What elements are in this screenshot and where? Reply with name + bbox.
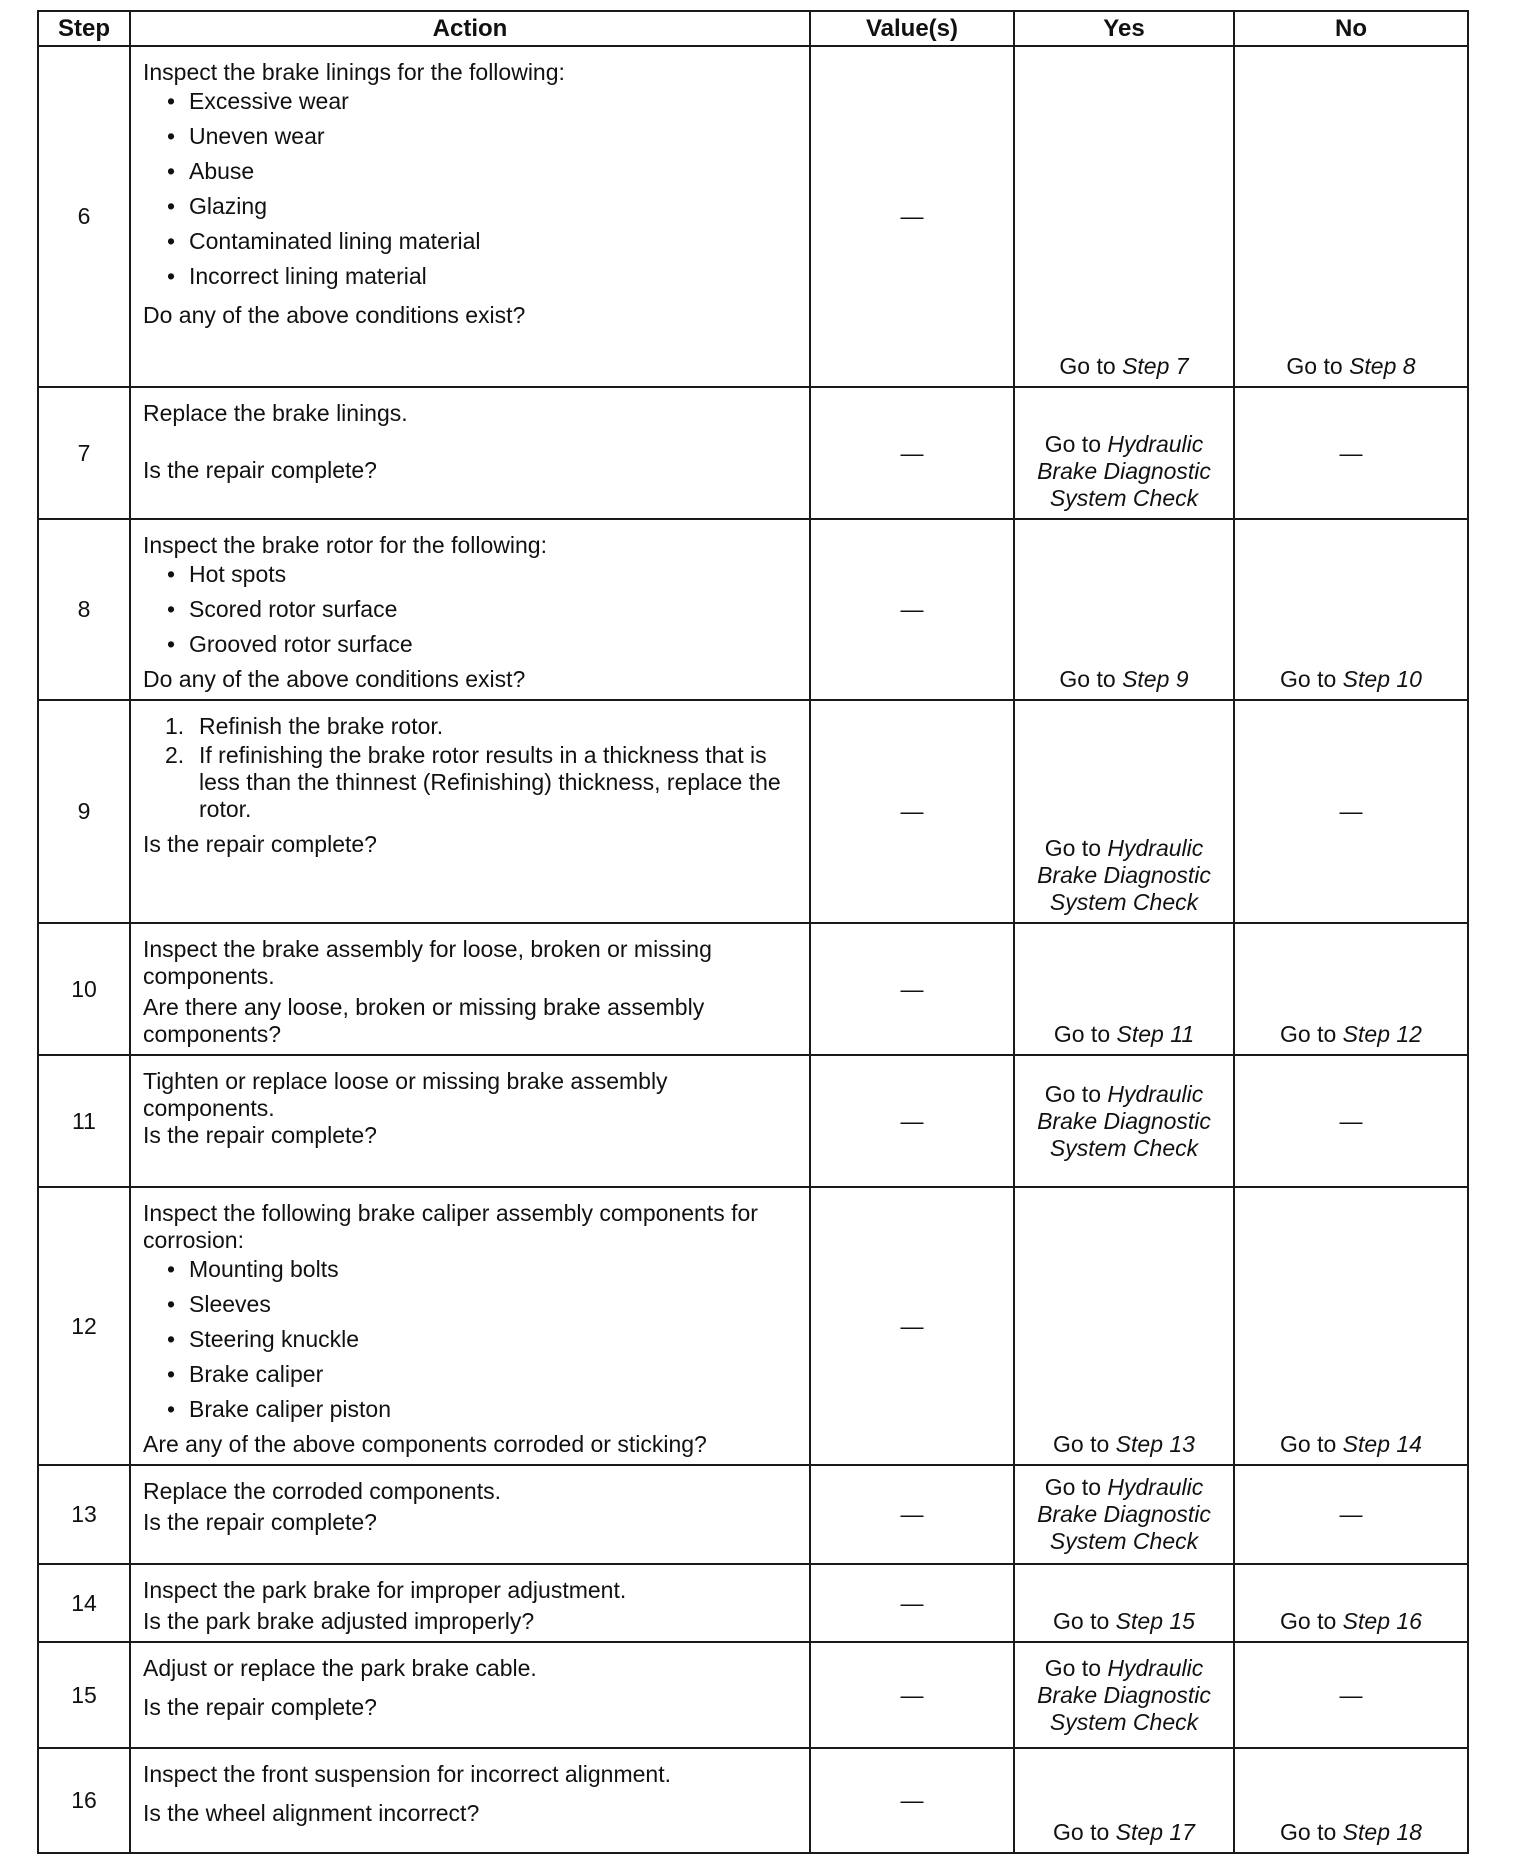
no-cell (1234, 46, 1468, 387)
no-step-ref: 10 (1396, 666, 1422, 692)
action-question: Is the repair complete? (143, 1509, 377, 1535)
header-yes: Yes (1014, 11, 1234, 46)
list-item: • Mounting bolts (167, 1256, 799, 1283)
no-cell (1234, 1564, 1468, 1642)
step-word: Step (1349, 353, 1397, 379)
no-cell: — (1234, 1055, 1468, 1187)
header-row (38, 11, 1468, 46)
list-item: • Scored rotor surface (167, 596, 799, 623)
step-word: Step (1115, 1608, 1163, 1634)
goto-text: Go to (1053, 1431, 1110, 1457)
list-item: • Glazing (167, 193, 799, 220)
step-word: Step (1342, 666, 1390, 692)
hydraulic-link-l3: System Check (1049, 1528, 1199, 1554)
value-cell: — (810, 1055, 1014, 1187)
step-number: 13 (38, 1465, 130, 1564)
action-text: Replace the corroded components. (143, 1478, 501, 1504)
table-row (38, 1748, 1468, 1853)
numbered-list (143, 713, 799, 823)
hydraulic-link-l2: Brake Diagnostic (1037, 1107, 1211, 1134)
table-row (38, 1465, 1468, 1564)
action-cell (130, 387, 810, 519)
value-cell: — (810, 1748, 1014, 1853)
yes-step-ref: 11 (1170, 1021, 1195, 1047)
no-step-ref: 14 (1396, 1431, 1422, 1457)
header-action: Action (130, 11, 810, 46)
no-step-ref: 8 (1402, 353, 1416, 379)
value-cell: — (810, 700, 1014, 923)
yes-cell (1014, 1748, 1234, 1853)
step-number: 15 (38, 1642, 130, 1748)
yes-cell (1014, 519, 1234, 700)
table-row (38, 1564, 1468, 1642)
yes-cell (1014, 1642, 1234, 1748)
hydraulic-link-l3: System Check (1049, 485, 1199, 511)
goto-text: Go to (1053, 1819, 1110, 1845)
header-values: Value(s) (810, 11, 1014, 46)
action-cell (130, 1642, 810, 1748)
list-item: • Sleeves (167, 1291, 799, 1318)
no-cell (1234, 1187, 1468, 1465)
no-step-ref: 16 (1396, 1608, 1422, 1634)
action-text: Adjust or replace the park brake cable. (143, 1655, 537, 1681)
action-intro: Inspect the following brake caliper assembly components for corrosion: (143, 1200, 758, 1253)
step-number: 9 (38, 700, 130, 923)
value-cell: — (810, 1465, 1014, 1564)
table-row (38, 700, 1468, 923)
table-row (38, 1642, 1468, 1748)
goto-text: Go to (1053, 1608, 1110, 1634)
step-number: 14 (38, 1564, 130, 1642)
hydraulic-link-l2: Brake Diagnostic (1037, 1501, 1211, 1527)
item-text: If refinishing the brake rotor results in a thickness that is less than the thinnest (Refinishing) thickness, replace the rotor. (199, 742, 781, 822)
action-cell (130, 1748, 810, 1853)
hydraulic-link-l3: System Check (1049, 889, 1199, 915)
action-text: Inspect the brake assembly for loose, broken or missing components. (143, 936, 712, 989)
condition-list (143, 561, 799, 658)
list-item: • Steering knuckle (167, 1326, 799, 1353)
yes-cell (1014, 700, 1234, 923)
no-cell: — (1234, 1642, 1468, 1748)
action-text: Inspect the front suspension for incorrect alignment. (143, 1761, 672, 1787)
goto-text: Go to (1280, 1819, 1337, 1845)
action-cell (130, 1564, 810, 1642)
action-question: Is the repair complete? (143, 1694, 377, 1720)
goto-text: Go to (1044, 1474, 1101, 1500)
yes-cell (1014, 387, 1234, 519)
goto-text: Go to (1286, 353, 1343, 379)
header-step: Step (38, 11, 130, 46)
list-item: • Abuse (167, 158, 799, 185)
table-row (38, 387, 1468, 519)
yes-cell (1014, 923, 1234, 1055)
action-intro: Inspect the brake rotor for the following: (143, 532, 547, 558)
goto-text: Go to (1059, 666, 1116, 692)
list-item: • Brake caliper piston (167, 1396, 799, 1423)
goto-text: Go to (1059, 353, 1116, 379)
yes-step-ref: 7 (1175, 353, 1189, 379)
step-word: Step (1342, 1431, 1390, 1457)
action-cell (130, 700, 810, 923)
list-item (165, 742, 799, 823)
step-word: Step (1342, 1819, 1390, 1845)
action-question: Is the repair complete? (143, 457, 377, 483)
hydraulic-link-l1: Hydraulic (1107, 1080, 1204, 1107)
diagnostic-table (37, 10, 1469, 1854)
yes-step-ref: 15 (1169, 1608, 1195, 1634)
action-intro: Inspect the brake linings for the following: (143, 59, 565, 85)
step-word: Step (1122, 353, 1170, 379)
header-no: No (1234, 11, 1468, 46)
goto-text: Go to (1280, 1021, 1337, 1047)
action-text: Inspect the park brake for improper adjustment. (143, 1577, 627, 1603)
yes-step-ref: 9 (1175, 666, 1189, 692)
list-item: • Uneven wear (167, 123, 799, 150)
yes-step-ref: 17 (1169, 1819, 1195, 1845)
action-question: Are there any loose, broken or missing brake assembly components? (143, 994, 705, 1047)
condition-list (143, 88, 799, 290)
step-word: Step (1116, 1021, 1164, 1047)
value-cell: — (810, 519, 1014, 700)
action-question: Is the park brake adjusted improperly? (143, 1608, 535, 1634)
hydraulic-link-l1: Hydraulic (1107, 1474, 1204, 1500)
goto-text: Go to (1044, 1654, 1101, 1681)
action-question: Is the wheel alignment incorrect? (143, 1800, 480, 1826)
list-item: • Brake caliper (167, 1361, 799, 1388)
component-list (143, 1256, 799, 1423)
step-number: 11 (38, 1055, 130, 1187)
yes-cell (1014, 1055, 1234, 1187)
action-question: Do any of the above conditions exist? (143, 666, 526, 692)
step-word: Step (1342, 1608, 1390, 1634)
list-item: • Excessive wear (167, 88, 799, 115)
item-number: 1. (165, 713, 185, 739)
table-row (38, 46, 1468, 387)
action-question: Is the repair complete? (143, 831, 377, 857)
action-text: Tighten or replace loose or missing brake assembly components. (143, 1068, 668, 1121)
goto-text: Go to (1280, 1431, 1337, 1457)
yes-cell (1014, 46, 1234, 387)
action-cell (130, 46, 810, 387)
step-word: Step (1115, 1431, 1163, 1457)
goto-text: Go to (1044, 1080, 1101, 1107)
value-cell: — (810, 923, 1014, 1055)
yes-cell (1014, 1564, 1234, 1642)
step-number: 10 (38, 923, 130, 1055)
yes-step-ref: 13 (1169, 1431, 1195, 1457)
no-cell: — (1234, 387, 1468, 519)
item-text: Refinish the brake rotor. (199, 713, 444, 739)
goto-text: Go to (1053, 1021, 1111, 1047)
action-question: Do any of the above conditions exist? (143, 302, 526, 328)
list-item: • Grooved rotor surface (167, 631, 799, 658)
list-item: • Hot spots (167, 561, 799, 588)
no-cell: — (1234, 700, 1468, 923)
hydraulic-link-l2: Brake Diagnostic (1037, 862, 1211, 888)
goto-text: Go to (1280, 1608, 1337, 1634)
no-cell (1234, 519, 1468, 700)
step-number: 16 (38, 1748, 130, 1853)
no-cell (1234, 1748, 1468, 1853)
step-word: Step (1115, 1819, 1163, 1845)
value-cell: — (810, 387, 1014, 519)
hydraulic-link-l2: Brake Diagnostic (1037, 458, 1211, 484)
yes-cell (1014, 1465, 1234, 1564)
action-cell (130, 519, 810, 700)
no-cell: — (1234, 1465, 1468, 1564)
value-cell: — (810, 1564, 1014, 1642)
hydraulic-link-l3: System Check (1049, 1134, 1199, 1161)
list-item (165, 713, 799, 740)
value-cell: — (810, 1187, 1014, 1465)
hydraulic-link-l1: Hydraulic (1107, 431, 1204, 457)
table-row (38, 923, 1468, 1055)
action-cell (130, 923, 810, 1055)
hydraulic-link-l1: Hydraulic (1107, 835, 1204, 861)
no-step-ref: 12 (1396, 1021, 1422, 1047)
goto-text: Go to (1044, 431, 1101, 457)
step-word: Step (1342, 1021, 1390, 1047)
step-number: 12 (38, 1187, 130, 1465)
yes-cell (1014, 1187, 1234, 1465)
step-number: 7 (38, 387, 130, 519)
step-word: Step (1122, 666, 1170, 692)
hydraulic-link-l2: Brake Diagnostic (1037, 1681, 1211, 1708)
step-number: 6 (38, 46, 130, 387)
goto-text: Go to (1044, 835, 1101, 861)
no-step-ref: 18 (1396, 1819, 1422, 1845)
goto-text: Go to (1280, 666, 1337, 692)
table-row (38, 519, 1468, 700)
list-item: • Contaminated lining material (167, 228, 799, 255)
no-cell (1234, 923, 1468, 1055)
step-number: 8 (38, 519, 130, 700)
list-item: • Incorrect lining material (167, 263, 799, 290)
table-row (38, 1187, 1468, 1465)
hydraulic-link-l1: Hydraulic (1107, 1654, 1204, 1681)
action-cell (130, 1055, 810, 1187)
value-cell: — (810, 46, 1014, 387)
item-number: 2. (165, 742, 185, 768)
action-cell (130, 1465, 810, 1564)
action-question: Are any of the above components corroded or sticking? (143, 1431, 707, 1457)
action-text: Replace the brake linings. (143, 400, 408, 426)
hydraulic-link-l3: System Check (1049, 1708, 1199, 1735)
table-row (38, 1055, 1468, 1187)
action-question: Is the repair complete? (143, 1122, 377, 1148)
value-cell: — (810, 1642, 1014, 1748)
action-cell (130, 1187, 810, 1465)
